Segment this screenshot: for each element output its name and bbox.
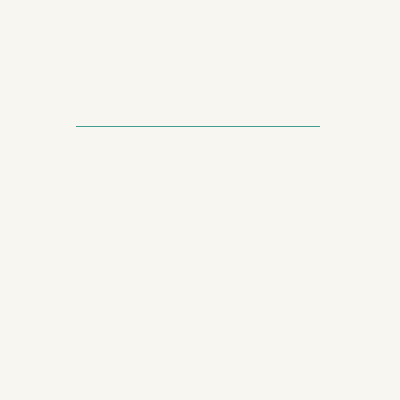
section-divider [76, 126, 320, 127]
